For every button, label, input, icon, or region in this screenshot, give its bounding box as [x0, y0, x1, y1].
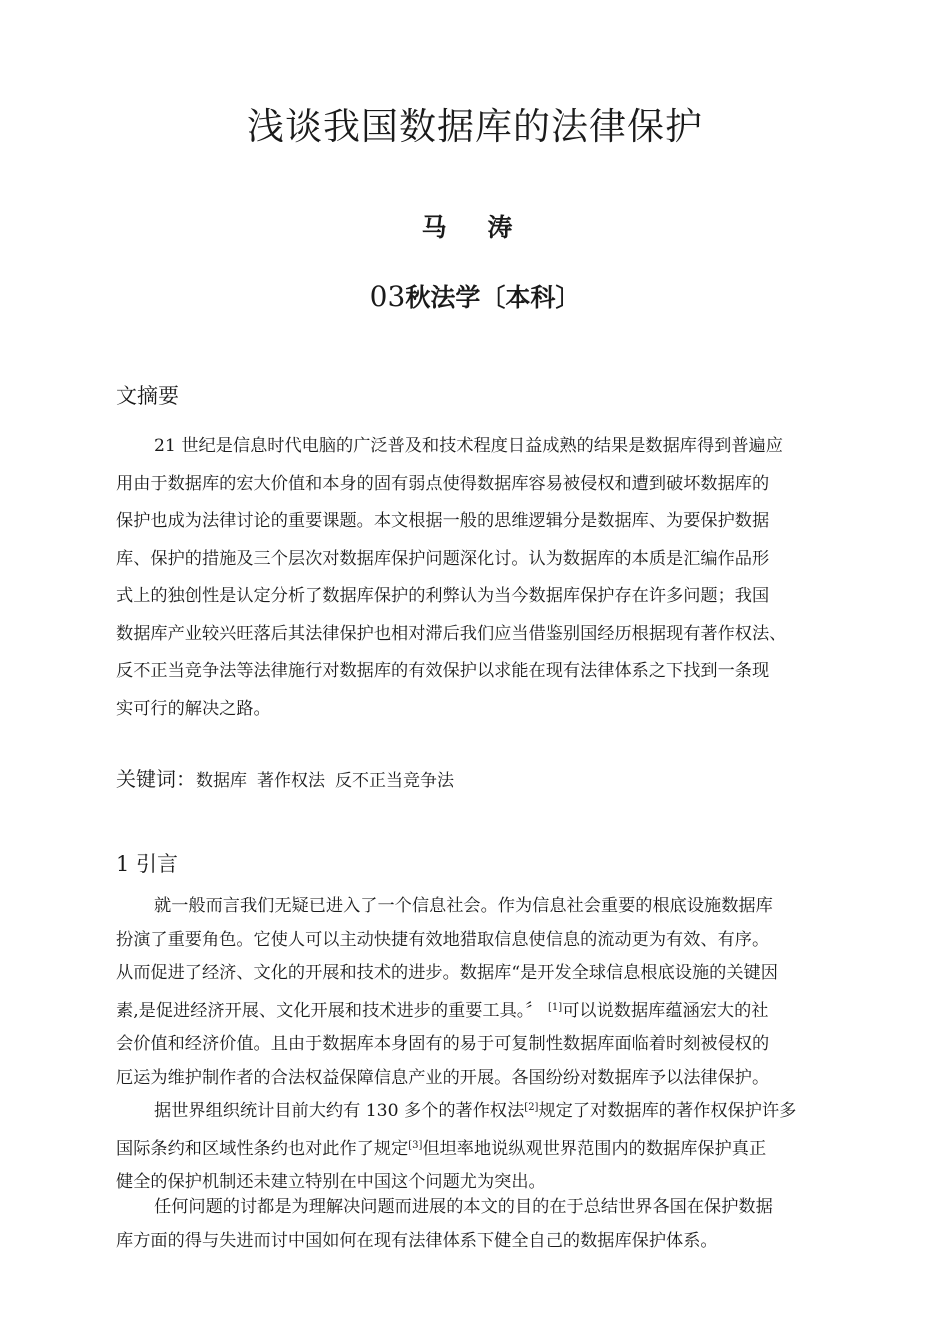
keyword-item: 反不正当竞争法 — [335, 771, 454, 791]
keyword-item: 数据库 — [196, 771, 247, 791]
abstract-heading: 文摘要 — [116, 384, 179, 408]
abstract-line: 21 世纪是信息时代电脑的广泛普及和技术程度日益成熟的结果是数据库得到普遍应 — [154, 436, 783, 456]
citation-ref: [1] — [548, 1001, 563, 1013]
abstract-line: 实可行的解决之路。 — [116, 698, 271, 719]
paper-title: 浅谈我国数据库的法律保护 — [247, 105, 703, 148]
abstract-line: 保护也成为法律讨论的重要课题。本文根据一般的思维逻辑分是数据库、为要保护数据 — [116, 511, 770, 531]
citation-ref: [3] — [408, 1139, 423, 1151]
abstract-line: 用由于数据库的宏大价值和本身的固有弱点使得数据库容易被侵权和遭到破坏数据库的 — [116, 473, 770, 494]
abstract-line: 反不正当竞争法等法律施行对数据库的有效保护以求能在现有法律体系之下找到一条现 — [116, 661, 770, 681]
abstract-line: 库、保护的措施及三个层次对数据库保护问题深化讨。认为数据库的本质是汇编作品形 — [116, 548, 770, 569]
intro-paragraph-3: 任何问题的讨都是为理解决问题而进展的本文的目的在于总结世界各国在保护数据 库方面的得与失进而讨中国如何在现有法律体系下健全自己的数据库保护体系。 — [116, 1197, 773, 1251]
intro-paragraph-1: 就一般而言我们无疑已进入了一个信息社会。作为信息社会重要的根底设施数据库 扮演了重要角色。它使人可以主动快捷有效地猎取信息使信息的流动更为有效、有序。 从而促进了经济、文化的开展和技术的进步。数据库“是开发全球信息根底设施的关键因 素,是促进经济开展、文化开展和技术进步的重要工具。〞 [1]可以说数据库蕴涵宏大的社 会价值和经济价值。且由于数据库本身固有的易于可复制性数据库面临着时刻被侵权的 厄运为维护制作者的合法权益保障信息产业的开展。各国纷纷对数据库予以法律保护。 — [116, 896, 778, 1088]
keywords — [116, 763, 464, 797]
abstract-line: 式上的独创性是认定分析了数据库保护的利弊认为当今数据库保护存在许多问题；我国 — [116, 586, 770, 606]
author-name: 马 涛 — [421, 213, 529, 242]
affiliation-text: 秋法学〔本科〕 — [405, 283, 581, 312]
citation-ref: [2] — [524, 1102, 539, 1113]
affiliation-number: 03 — [369, 280, 406, 313]
keywords-label: 关键词： — [116, 767, 196, 791]
section-1-heading: 1 引言 — [116, 852, 179, 876]
abstract-line: 数据库产业较兴旺落后其法律保护也相对滞后我们应当借鉴别国经历根据现有著作权法、 — [116, 623, 787, 644]
abstract-body — [116, 428, 861, 728]
author-affiliation — [0, 275, 950, 320]
intro-paragraph-2: 据世界组织统计目前大约有 130 多个的著作权法[2]规定了对数据库的著作权保护许多 国际条约和区域性条约也对此作了规定[3]但坦率地说纵观世界范围内的数据库保护真正 健全的保护机制还未建立特别在中国这个问题尤为突出。 — [116, 1101, 797, 1192]
keyword-item: 著作权法 — [257, 771, 325, 791]
